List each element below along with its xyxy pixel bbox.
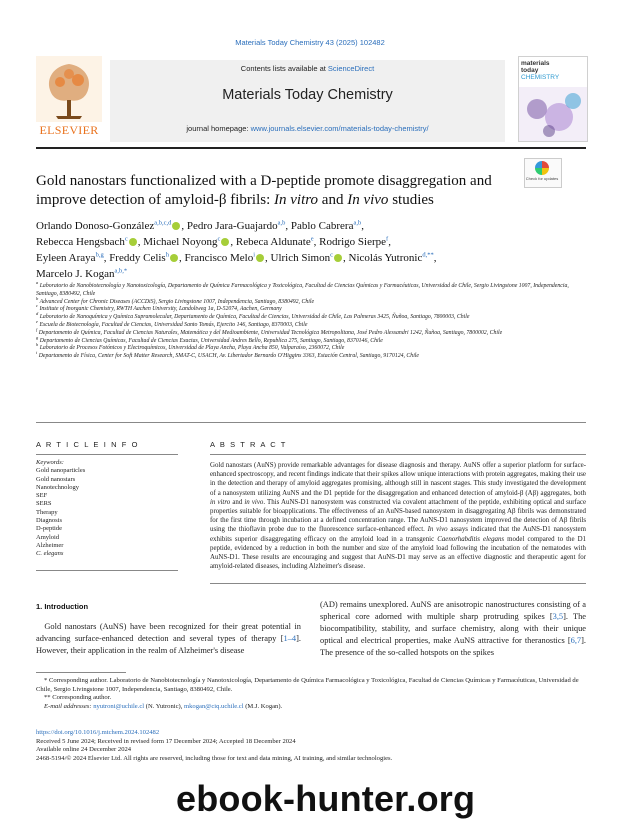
intro-left-text2: ]. However, their application in the realm of Alzheimer's disease bbox=[36, 634, 301, 655]
author-affiliation-marker[interactable]: e bbox=[310, 235, 314, 243]
keywords-list bbox=[36, 467, 178, 558]
cover-title-line2: today bbox=[521, 67, 539, 74]
keywords-block bbox=[36, 459, 178, 559]
affiliation-key: i bbox=[36, 350, 38, 356]
keyword-item: Gold nanostars bbox=[36, 475, 76, 483]
keyword-item: Diagnosis bbox=[36, 517, 62, 525]
keyword-item: D-peptide bbox=[36, 525, 62, 533]
title-line2-prefix: improve detection of amyloid-β fibrils: bbox=[36, 192, 274, 208]
affiliation-item bbox=[36, 280, 586, 299]
footnote-divider bbox=[36, 672, 126, 673]
orcid-icon[interactable] bbox=[334, 254, 342, 262]
author-name[interactable]: Rebeca Aldunate bbox=[235, 236, 311, 248]
affiliation-key: e bbox=[36, 319, 38, 325]
affiliation-text: Escuela de Biotecnología, Facultad de Ciencias, Universidad Santo Tomás, Ejercito 146, Santiago, 8370003, Chile bbox=[39, 321, 308, 328]
abstract-and: and bbox=[230, 498, 245, 506]
email-who-2: (M.J. Kogan). bbox=[243, 702, 283, 710]
header-divider bbox=[36, 147, 586, 149]
author-name[interactable]: Rodrigo Sierpe bbox=[319, 236, 387, 248]
author-affiliation-marker[interactable]: a,b,c,d bbox=[154, 219, 172, 227]
keyword-item: C. elegans bbox=[36, 550, 64, 558]
contents-prefix: Contents lists available at bbox=[240, 64, 328, 73]
intro-left-text1: Gold nanostars (AuNS) have been recognized for their great potential in advancing surface-enhanced detection and several types of therapy [ bbox=[36, 622, 301, 643]
abstract-celegans: Caenorhabditis elegans bbox=[437, 535, 505, 543]
keyword-item: Therapy bbox=[36, 508, 58, 516]
author-affiliation-marker[interactable]: a,b,* bbox=[114, 267, 128, 275]
affiliation-divider bbox=[36, 422, 586, 423]
author-separator: , bbox=[388, 236, 391, 248]
article-title bbox=[36, 172, 514, 210]
elsevier-wordmark: ELSEVIER bbox=[39, 123, 99, 137]
email-who-1: (N. Yutronic), bbox=[144, 702, 184, 710]
keyword-item: Alzheimer bbox=[36, 541, 64, 549]
article-info-heading: A R T I C L E I N F O bbox=[36, 440, 140, 449]
author-affiliation-marker[interactable]: a,b bbox=[353, 219, 362, 227]
abstract-part2: . This AuNS-D1 nanosystem was constructed via covalent attachment of the peptide, exhibiting optical and surface properties suitable for bioapplications. The effectiveness of an AuNS-based nanosystem in disaggregating Aβ fibrils was demonstrated for the first time through incubation at a defined concentration range. The AuNS-D1 nanosystem improved the detection of Aβ fibrils using the thioflavin probe due to the fluorescence surface-enhanced effect. bbox=[210, 498, 587, 534]
author-separator: , bbox=[313, 236, 320, 248]
author-separator: , bbox=[230, 236, 236, 248]
journal-homepage-line bbox=[110, 124, 505, 133]
reference-link-6-7[interactable]: 6,7 bbox=[570, 636, 582, 645]
author-name[interactable]: Nicolás Yutronic bbox=[348, 252, 423, 264]
affiliation-text: Laboratorio de Nanoquímica y Química Supramolecular, Departamento de Química, Facultad de Ciencias, Universidad de Chile, Las Palmeras 3425, Ñuñoa, Santiago, 7800003, Chile bbox=[39, 314, 470, 321]
keyword-item: Amyloid bbox=[36, 533, 60, 541]
affiliation-text: Laboratorio de Nanobiotecnología y Nanotoxicología, Departamento de Química Farmacológica y Toxicológica, Facultad de Ciencias Químicas y Farmacéuticas, Universidad de Chile, Sergio Livingstone 1007, Independencia, Santiago, 8380492, Chile bbox=[36, 283, 569, 297]
contents-lists-line bbox=[110, 64, 505, 73]
affiliation-item bbox=[36, 326, 586, 338]
author-affiliation-marker[interactable]: c bbox=[330, 251, 333, 259]
orcid-icon[interactable] bbox=[129, 238, 137, 246]
author-list bbox=[36, 218, 576, 282]
author-name[interactable]: Freddy Celis bbox=[109, 252, 166, 264]
affiliation-item bbox=[36, 342, 586, 356]
affiliation-item bbox=[36, 319, 586, 330]
abstract-divider bbox=[210, 454, 586, 455]
article-info-divider bbox=[36, 454, 178, 455]
orcid-icon[interactable] bbox=[172, 222, 180, 230]
affiliation-key: f bbox=[36, 326, 38, 332]
author-name[interactable]: Pablo Cabrera bbox=[290, 220, 354, 232]
orcid-icon[interactable] bbox=[256, 254, 264, 262]
abstract-part3: assays indicated that the AuNS-D1 nanosystem exhibits superior disaggregating efficacy on the amyloid load in a transgenic bbox=[210, 526, 586, 543]
intro-right-text3: ]. The presence of the so-called hotspots on the spikes bbox=[320, 636, 586, 657]
author-separator: , bbox=[285, 220, 291, 232]
title-and: and bbox=[318, 192, 348, 208]
keywords-heading: Keywords: bbox=[36, 459, 64, 466]
author-separator: , bbox=[137, 236, 144, 248]
introduction-heading: 1. Introduction bbox=[36, 602, 89, 611]
abstract-in-vivo: in vivo bbox=[244, 498, 264, 506]
check-for-updates-label: Check for updates bbox=[525, 176, 559, 181]
affiliation-key: d bbox=[36, 311, 39, 317]
intro-right-text2: ]. The biocompatibility, stability, and surface chemistry, along with their unique optical and electrical properties, make AuNS attractive for theranostics [ bbox=[320, 612, 586, 645]
affiliation-text: Departamento de Ciencias Químicas, Facultad de Ciencias Exactas, Universidad Andres Bello, Republica 275, Santiago, Santiago, 8370146, Chile bbox=[39, 337, 383, 344]
reference-link-3-5[interactable]: 3,5 bbox=[552, 612, 564, 621]
keyword-item: SERS bbox=[36, 500, 52, 508]
email-label: E-mail addresses: bbox=[44, 702, 94, 710]
affiliation-item bbox=[36, 350, 586, 361]
author-name[interactable]: Michael Noyong bbox=[143, 236, 218, 248]
watermark: ebook-hunter.org bbox=[176, 778, 476, 819]
footnote-corresponding-1: * Corresponding author. Laboratorio de Nanobiotecnología y Nanotoxicología, Departamento de Química Farmacológica y Toxicológica, Facultad de Ciencias Químicas y Farmacéuticas, Universidad de Chile, Sergio Livingstone 1007, Independencia, Santiago, 8380492, Chile. bbox=[36, 677, 579, 693]
author-name[interactable]: Francisco Melo bbox=[184, 252, 254, 264]
affiliation-list bbox=[36, 280, 586, 361]
doi-link[interactable]: https://doi.org/10.1016/j.mtchem.2024.102482 bbox=[36, 729, 160, 736]
abstract-end-divider bbox=[210, 583, 586, 584]
abstract-in-vivo-2: In vivo bbox=[427, 526, 448, 534]
introduction-right-column bbox=[320, 599, 586, 659]
cover-title-line1: materials bbox=[521, 60, 550, 67]
author-separator: , bbox=[343, 252, 349, 264]
author-name[interactable]: Ulrich Simon bbox=[270, 252, 331, 264]
author-name[interactable]: Rebecca Hengsbach bbox=[36, 236, 125, 248]
author-name[interactable]: Orlando Donoso-González bbox=[36, 220, 155, 232]
abstract-text bbox=[210, 461, 586, 571]
journal-citation[interactable]: Materials Today Chemistry 43 (2025) 102482 bbox=[235, 38, 385, 47]
author-affiliation-marker[interactable]: c bbox=[217, 235, 221, 243]
title-in-vivo: In vivo bbox=[347, 192, 389, 208]
reference-link-1-4[interactable]: 1–4 bbox=[283, 634, 297, 643]
author-separator: , bbox=[181, 220, 187, 232]
affiliation-key: b bbox=[36, 295, 39, 301]
footnotes bbox=[36, 677, 586, 711]
affiliation-key: a bbox=[36, 280, 39, 286]
cover-title-line3: CHEMISTRY bbox=[521, 74, 560, 81]
author-affiliation-marker[interactable]: f bbox=[386, 235, 389, 243]
author-name[interactable]: Marcelo J. Kogan bbox=[36, 268, 115, 280]
cover-title bbox=[521, 60, 585, 81]
title-in-vitro: In vitro bbox=[274, 192, 319, 208]
copyright-notice: 2468-5194/© 2024 Elsevier Ltd. All rights are reserved, including those for text and data mining, AI training, and similar technologies. bbox=[36, 754, 393, 762]
abstract-part4: model compared to the D1 peptide, evidenced by a reduction in both the number and size of the amyloid load following the incubation of the nematodes with AuNS-D1. These results are encouraging and suggest that AuNS-D1 may serve as an effective diagnostic and therapeutic agent for amyloid-related diseases, including Alzheimer's disease. bbox=[210, 535, 587, 571]
author-separator: , bbox=[103, 252, 110, 264]
orcid-icon[interactable] bbox=[221, 238, 229, 246]
abstract-in-vitro: in vitro bbox=[210, 498, 231, 506]
introduction-left-column bbox=[36, 621, 301, 657]
author-separator: , bbox=[265, 252, 271, 264]
abstract-part1: Gold nanostars (AuNS) provide remarkable advantages for disease diagnosis and therapy. AuNS offer a superior platform for surface-enhanced spectroscopy, and recent findings indicate that their spikes allow unique interactions with protein aggregates, making their use in the detection and therapy of amyloid aggregates promising, although still in nascent stages. This study investigated the development of a nanosystem utilizing AuNS and the D1 peptide for the disaggregation and enhanced detection of amyloid-β (Aβ) aggregates, both bbox=[210, 462, 586, 497]
author-affiliation-marker[interactable]: i bbox=[253, 251, 256, 259]
email-link-kogan[interactable]: mkogan@ciq.uchile.cl bbox=[184, 702, 244, 710]
affiliation-key: h bbox=[36, 342, 39, 348]
keyword-item: Gold nanoparticles bbox=[36, 467, 86, 475]
affiliation-text: Institute of Inorganic Chemistry, RWTH Aachen University, Landoltweg 1a, D-52074, Aachen, Germany bbox=[39, 306, 282, 313]
author-separator: , bbox=[361, 220, 364, 232]
author-affiliation-marker[interactable]: a,b bbox=[277, 219, 286, 227]
affiliation-text: Advanced Center for Chronic Diseases (ACCDiS), Sergio Livingstone 1007, Independencia, Santiago, 8380492, Chile bbox=[39, 298, 315, 305]
author-affiliation-marker[interactable]: c bbox=[124, 235, 128, 243]
author-affiliation-marker[interactable]: h bbox=[165, 251, 169, 259]
available-online: Available online 24 December 2024 bbox=[36, 746, 132, 754]
abstract-heading: A B S T R A C T bbox=[210, 440, 287, 449]
check-for-updates-icon bbox=[535, 161, 549, 175]
author-name[interactable]: Pedro Jara-Guajardo bbox=[186, 220, 278, 232]
email-link-yutronic[interactable]: nyutroni@uchile.cl bbox=[93, 702, 145, 710]
journal-title: Materials Today Chemistry bbox=[222, 87, 393, 103]
footnote-corresponding-2: ** Corresponding author. bbox=[44, 694, 112, 702]
sciencedirect-link[interactable]: ScienceDirect bbox=[327, 64, 375, 73]
author-affiliation-marker[interactable]: d,** bbox=[422, 251, 434, 259]
author-name[interactable]: Eyleen Araya bbox=[36, 252, 96, 264]
affiliation-text: Departamento de Química, Facultad de Ciencias Naturales, Matemática y del Medioambiente, Universidad Tecnológica Metropolitana, José Pedro Alessandri 1242, Ñuñoa, Santiago, 7800002, Chile bbox=[38, 329, 503, 336]
keyword-item: Nanotechnology bbox=[36, 483, 79, 491]
affiliation-key: g bbox=[36, 334, 39, 340]
journal-homepage-link[interactable]: www.journals.elsevier.com/materials-today-chemistry/ bbox=[250, 124, 429, 133]
author-separator: , bbox=[433, 252, 437, 264]
author-affiliation-marker[interactable]: b,g bbox=[95, 251, 104, 259]
keyword-item: SEF bbox=[36, 492, 48, 500]
title-suffix: studies bbox=[388, 192, 434, 208]
affiliation-text: Departamento de Física, Center for Soft Matter Research, SMAT-C, USACH, Av. Libertador Bernardo O'Higgins 3363, Estación Central, Santiago, 9170124, Chile bbox=[38, 353, 419, 360]
publication-info bbox=[36, 729, 586, 763]
homepage-prefix: journal homepage: bbox=[186, 124, 251, 133]
author-separator: , bbox=[178, 252, 185, 264]
email-line bbox=[36, 703, 586, 712]
orcid-icon[interactable] bbox=[170, 254, 178, 262]
intro-right-text1: (AD) remains unexplored. AuNS are anisotropic nanostructures consisting of a spherical core adorned with multiple sharp protruding spikes [ bbox=[320, 600, 586, 621]
keywords-end-divider bbox=[36, 570, 178, 571]
affiliation-key: c bbox=[36, 303, 38, 309]
received-dates: Received 5 June 2024; Received in revised form 17 December 2024; Accepted 18 December 2024 bbox=[36, 737, 296, 745]
title-line1: Gold nanostars functionalized with a D-peptide promote disaggregation and bbox=[36, 173, 492, 189]
affiliation-text: Laboratorio de Procesos Fotónicos y Electroquímicos, Universidad de Playa Ancha, Playa Ancha 850, Valparaíso, 2360072, Chile bbox=[39, 345, 345, 352]
